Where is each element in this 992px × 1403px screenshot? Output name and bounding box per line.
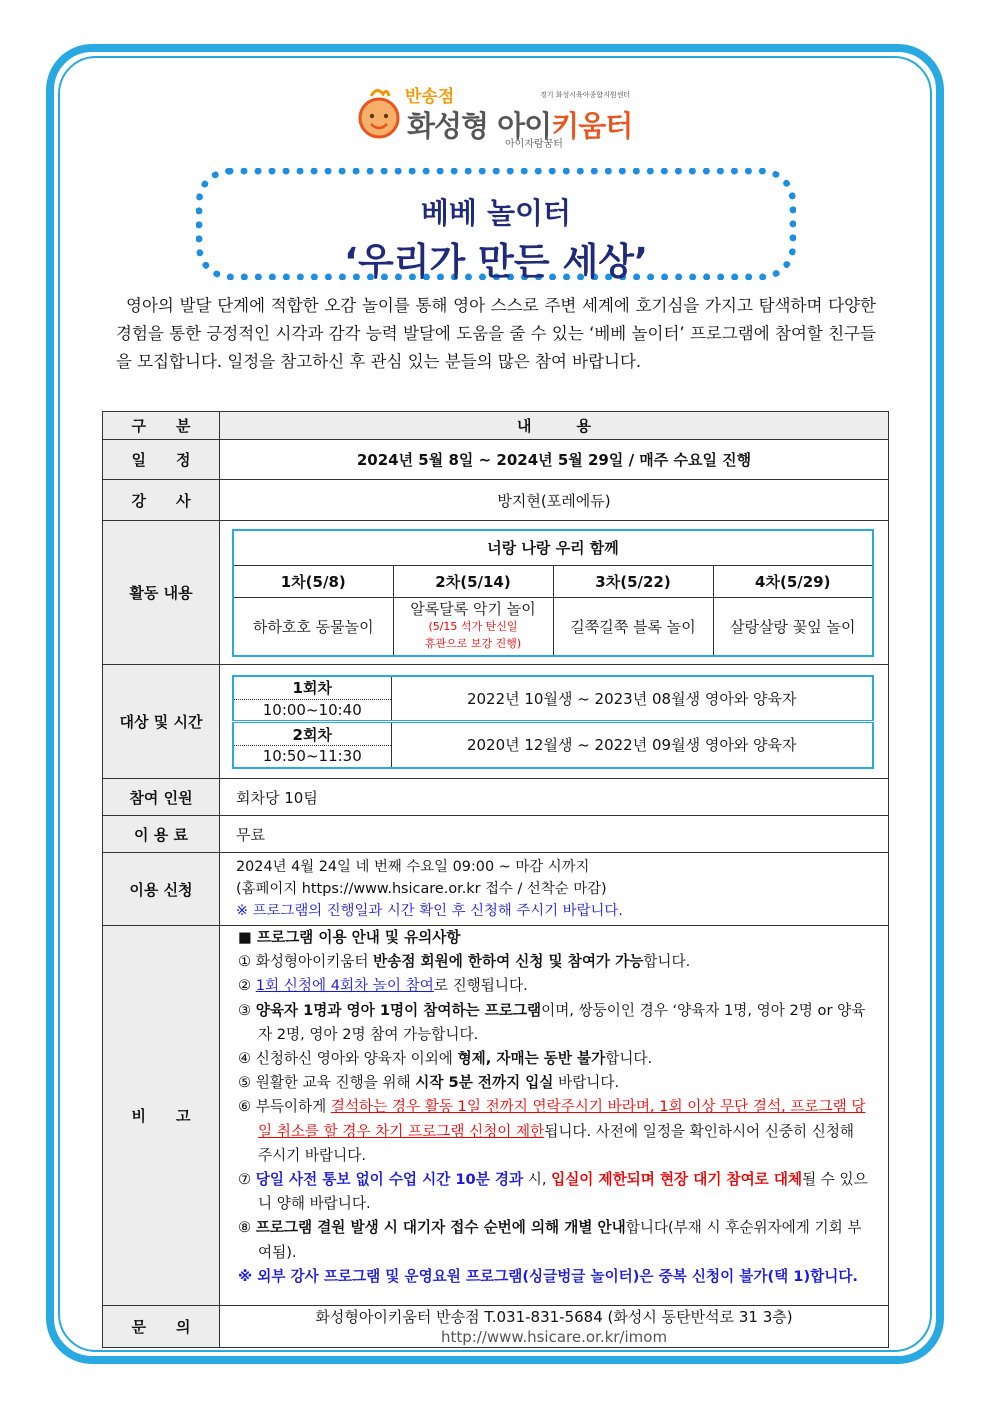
- session-round: 1차(5/8): [233, 566, 393, 598]
- session-title: 알록달록 악기 놀이: [410, 599, 536, 618]
- fee-value: 무료: [220, 816, 889, 853]
- remarks-label: 비 고: [103, 926, 220, 1306]
- instructor-label: 강 사: [103, 480, 220, 521]
- title-line1: 베베 놀이터: [420, 196, 572, 230]
- session-round: 4차(5/29): [713, 566, 873, 598]
- remark-item: ③ 양육자 1명과 영아 1명이 참여하는 프로그램이며, 쌍둥이인 경우 ‘양육자 1명, 영아 2명 or 양육자 2명, 영아 2명 참여 가능합니다.: [238, 1001, 866, 1043]
- logo-branch: 반송점: [405, 87, 455, 107]
- activity-content: [220, 521, 889, 665]
- session-title: 하하호호 동물놀이: [233, 598, 393, 656]
- slot-target: 2022년 10월생 ~ 2023년 08월생 영아와 양육자: [391, 676, 873, 722]
- instructor-value: 방지현(포레에듀): [220, 480, 889, 521]
- session-title: 길쭉길쭉 블록 놀이: [553, 598, 713, 656]
- schedule-label: 일 정: [103, 440, 220, 480]
- logo-name: 화성형 아이키움터: [407, 109, 633, 143]
- slot-name: 1회차: [233, 676, 391, 700]
- header-col2: 내 용: [220, 412, 889, 440]
- target-table: [232, 675, 874, 769]
- remark-item: ④ 신청하신 영아와 양육자 이외에 형제, 자매는 동반 불가합니다.: [238, 1050, 653, 1068]
- remark-item: ⑦ 당일 사전 통보 없이 수업 시간 10분 경과 시, 입실이 제한되며 현장 대기 참여로 대체될 수 있으니 양해 바랍니다.: [238, 1171, 868, 1213]
- contact-url[interactable]: http://www.hsicare.or.kr/imom: [440, 1327, 668, 1346]
- logo-sub: 아이자람꿈터: [505, 139, 563, 150]
- session-title: 살랑살랑 꽃잎 놀이: [713, 598, 873, 656]
- slot-time: 10:50~11:30: [233, 746, 391, 768]
- remark-item: ※ 외부 강사 프로그램 및 운영요원 프로그램(싱글벙글 놀이터)은 중복 신청이 불가(택 1)합니다.: [238, 1267, 858, 1285]
- remark-item: ① 화성형아이키움터 반송점 회원에 한하여 신청 및 참여가 가능합니다.: [238, 953, 691, 971]
- slot-time: 10:00~10:40: [233, 700, 391, 722]
- info-table: [102, 411, 889, 1348]
- apply-period: 2024년 4월 24일 네 번째 수요일 09:00 ~ 마감 시까지: [236, 859, 590, 875]
- header-col1: 구 분: [103, 412, 220, 440]
- contact-info: 화성형아이키움터 반송점 T.031-831-5684 (화성시 동탄반석로 31 3층): [315, 1307, 793, 1326]
- title-box: [196, 168, 796, 283]
- apply-content: [220, 853, 889, 926]
- title-line2: ‘우리가 만든 세상’: [343, 240, 649, 283]
- session-note: 휴관으로 보강 진행): [424, 636, 522, 650]
- session-round: 3차(5/22): [553, 566, 713, 598]
- logo: [355, 78, 645, 148]
- participants-label: 참여 인원: [103, 779, 220, 816]
- remark-item: ② 1회 신청에 4회차 놀이 참여로 진행됩니다.: [238, 977, 528, 995]
- session-round: 2차(5/14): [393, 566, 553, 598]
- logo-org: 경기 화성시육아종합지원센터: [540, 91, 631, 99]
- remarks-heading: ■ 프로그램 이용 안내 및 유의사항: [238, 929, 461, 946]
- schedule-value: 2024년 5월 8일 ~ 2024년 5월 29일 / 매주 수요일 진행: [220, 440, 889, 480]
- target-label: 대상 및 시간: [103, 665, 220, 779]
- participants-value: 회차당 10팀: [220, 779, 889, 816]
- apply-label: 이용 신청: [103, 853, 220, 926]
- activity-theme: 너랑 나랑 우리 함께: [233, 530, 873, 566]
- session-note: (5/15 석가 탄신일: [428, 619, 518, 633]
- remark-item: ⑤ 원활한 교육 진행을 위해 시작 5분 전까지 입실 바랍니다.: [238, 1074, 620, 1092]
- activity-table: [232, 529, 874, 657]
- remark-item: ⑥ 부득이하게 결석하는 경우 활동 1일 전까지 연락주시기 바라며, 1회 이상 무단 결석, 프로그램 당일 취소를 할 경우 차기 프로그램 신청이 제한됩니다. 사전에 일정을 확인하시어 신중히 신청해 주시기 바랍니다.: [238, 1098, 866, 1164]
- apply-notice: ※ 프로그램의 진행일과 시간 확인 후 신청해 주시기 바랍니다.: [236, 903, 623, 919]
- remark-item: ⑧ 프로그램 결원 발생 시 대기자 접수 순번에 의해 개별 안내합니다(부재 시 후순위자에게 기회 부여됨).: [238, 1219, 862, 1261]
- child-face-icon: [355, 84, 403, 140]
- slot-target: 2020년 12월생 ~ 2022년 09월생 영아와 양육자: [391, 722, 873, 768]
- session-2-cell: [393, 598, 553, 656]
- target-content: [220, 665, 889, 779]
- fee-label: 이 용 료: [103, 816, 220, 853]
- intro-text: 영아의 발달 단계에 적합한 오감 놀이를 통해 영아 스스로 주변 세계에 호기심을 가지고 탐색하며 다양한 경험을 통한 긍정적인 시각과 감각 능력 발달에 도움을 줄 수 있는 ‘베베 놀이터’ 프로그램에 참여할 친구들을 모집합니다. 일정을 참고하신 후 관심 있는 분들의 많은 참여 바랍니다.: [116, 296, 876, 371]
- remarks-content: [220, 926, 889, 1306]
- contact-content: [220, 1306, 889, 1348]
- apply-method: (홈페이지 https://www.hsicare.or.kr 접수 / 선착순 마감): [236, 881, 607, 897]
- contact-label: 문 의: [103, 1306, 220, 1348]
- slot-name: 2회차: [233, 722, 391, 746]
- activity-label: 활동 내용: [103, 521, 220, 665]
